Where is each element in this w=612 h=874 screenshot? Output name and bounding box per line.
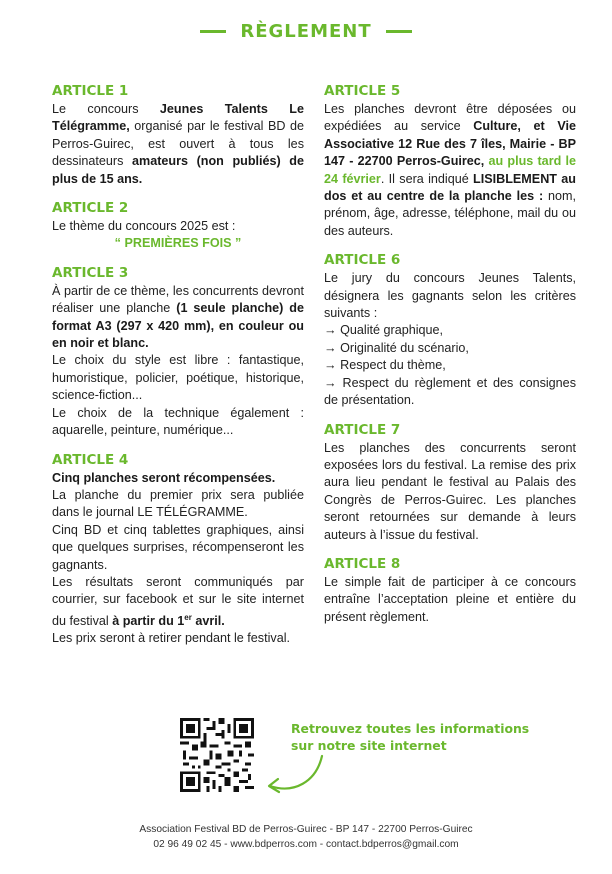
article-4-awards (52, 470, 304, 487)
article-6-criteria (324, 322, 576, 409)
page-header (0, 18, 612, 44)
article-1-text-part: Le concours (52, 102, 160, 116)
article-4-date-sup: er (184, 612, 192, 622)
article-4-date-part: à partir du 1 (112, 613, 185, 628)
article-2-title: ARTICLE 2 (52, 200, 129, 217)
article-5-text-part: Les planches devront être déposées ou expédiées au service (324, 102, 576, 134)
article-1-text (52, 101, 304, 188)
article-1-eligibility: amateurs (non publiés) de plus de 15 ans. (52, 154, 305, 186)
curved-arrow-icon (258, 752, 328, 796)
qr-code-icon[interactable] (180, 718, 254, 792)
article-1 (52, 83, 304, 188)
article-2-text: Le thème du concours 2025 est : (52, 219, 236, 234)
right-column (324, 83, 576, 638)
article-7-title: ARTICLE 7 (324, 421, 401, 438)
article-5-title: ARTICLE 5 (324, 83, 401, 99)
left-column (52, 83, 304, 660)
article-4-publication: La planche du premier prix sera publiée dans le journal LE TÉLÉGRAMME. (52, 487, 304, 520)
article-3-format: (1 seule planche) de format A3 (297 x 420 mm), en couleur ou en noir et blanc. (52, 301, 304, 351)
article-5 (324, 83, 576, 240)
article-2 (52, 200, 304, 253)
article-1-text-part: organisé par le festival BD de Perros-Guirec, est ouvert à tous les dessinateurs (52, 119, 304, 169)
website-promo (291, 720, 531, 754)
article-5-text-part: nom, prénom, âge, adresse, téléphone, mail du ou des auteurs. (324, 189, 576, 238)
article-4-awards-bold: Cinq planches seront récompensées. (52, 470, 276, 485)
article-7-text: Les planches des concurrents seront exposées lors du festival. La remise des prix aura lieu pendant le festival au Palais des Congrès de Perros-Guirec. Les planches seront retournées sur demande à leurs auteurs à l’issue du festival. (324, 440, 576, 542)
title-dash-right (386, 30, 412, 33)
article-1-title: ARTICLE 1 (52, 83, 129, 99)
article-7 (324, 422, 576, 544)
article-4-date (112, 614, 225, 628)
promo-line-1: Retrouvez toutes les informations (291, 721, 530, 736)
article-6-title: ARTICLE 6 (324, 252, 401, 269)
article-4-date-part: avril. (191, 613, 225, 628)
article-4-pickup: Les prix seront à retirer pendant le festival. (52, 631, 291, 646)
article-5-labeling: LISIBLEMENT au dos et au centre de la planche les : (324, 171, 577, 204)
article-3-text (52, 283, 304, 353)
article-3-technique: Le choix de la technique également : aquarelle, peinture, numérique... (52, 405, 304, 438)
theme-label: “ PREMIÈRES FOIS ” (114, 236, 242, 251)
article-3-title: ARTICLE 3 (52, 264, 129, 281)
criterion-item: → Originalité du scénario, (324, 340, 469, 355)
promo-line-2: sur notre site internet (291, 738, 447, 753)
article-4 (52, 452, 304, 648)
criterion-item: → Respect du règlement et des consignes de présentation. (324, 375, 576, 408)
article-8 (324, 556, 576, 626)
article-5-text-part: . Il sera indiqué (380, 171, 474, 186)
article-5-address: Culture, et Vie Associative 12 Rue des 7 îles, Mairie - BP 147 - 22700 Perros-Guirec, (324, 119, 577, 169)
article-3-style: Le choix du style est libre : fantastique, humoristique, policier, poétique, historique, science-fiction... (52, 353, 304, 403)
article-4-prizes: Cinq BD et cinq tablettes graphiques, ainsi que quelques surprises, récompenseront les gagnants. (52, 522, 304, 572)
article-3 (52, 265, 304, 440)
article-8-text: Le simple fait de participer à ce concours entraîne l’acceptation pleine et entière du présent règlement. (324, 574, 576, 624)
article-1-contest-name: Jeunes Talents Le Télégramme, (52, 102, 304, 134)
article-2-theme (52, 235, 304, 252)
article-3-text-part: À partir de ce thème, les concurrents devront réaliser une planche (52, 283, 304, 316)
criterion-item: → Qualité graphique, (324, 323, 444, 338)
page-title: RÈGLEMENT (240, 20, 372, 42)
footer-address: Association Festival BD de Perros-Guirec - BP 147 - 22700 Perros-Guirec (139, 824, 473, 835)
title-dash-left (200, 30, 226, 33)
article-8-title: ARTICLE 8 (324, 555, 401, 572)
footer-contact: 02 96 49 02 45 - www.bdperros.com - contact.bdperros@gmail.com (153, 839, 459, 850)
article-6 (324, 252, 576, 409)
article-4-results (52, 574, 304, 630)
article-4-title: ARTICLE 4 (52, 451, 129, 468)
criterion-item: → Respect du thème, (324, 358, 446, 373)
article-5-text (324, 101, 576, 240)
article-4-text-part: Les résultats seront communiqués par courrier, sur facebook et sur le site internet du festival (52, 574, 304, 628)
article-6-text: Le jury du concours Jeunes Talents, désignera les gagnants selon les critères suivants : (324, 271, 576, 321)
footer (0, 822, 612, 852)
article-5-deadline: au plus tard le 24 février (324, 154, 576, 186)
